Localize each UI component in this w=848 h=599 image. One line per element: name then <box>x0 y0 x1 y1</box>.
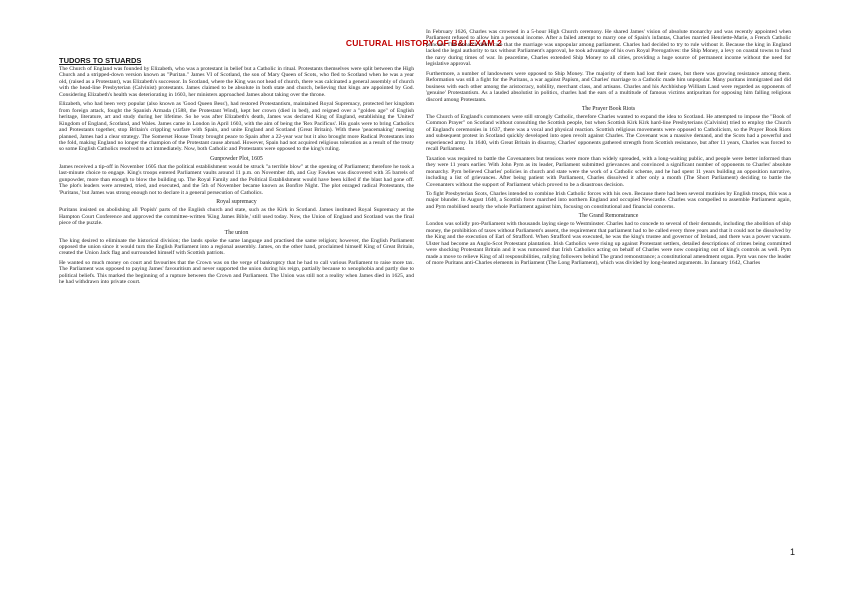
paragraph: In February 1626, Charles was crowned in a 5-hour High Church ceremony. He shared James' vision of absolute monarchy and was recently appointed when Parliament refused to allow him a personal income. After a failed attempt to marry one of Spain's infantas, Charles married Henriette-Marie, a French Catholic princess. The monarch didn't care that the marriage was unpopular among parliament. Charles had decided to try to rule without it. Because the king in England lacked the legal authority to tax without Parliament's approval, he took advantage of his own Royal Prerogatives: the Ship Money, a levy on coastal towns to fund the navy during times of war. In peacetime, Charles extended Ship Money to all cities, providing a huge source of permanent income without the need for legislative approval. <box>426 29 791 68</box>
paragraph: James received a tip-off in November 1605 that the political establishment would be struck "a terrible blow" at the opening of Parliament; therefore he took a last-minute choice to engage. King's troops entered Parliament vaults around 11 p.m. on November 4th, and Guy Fawkes was discovered with 35 barrels of gunpowder, more than enough to blow the building up. The Royal Family and the Political Establishment would have been killed if the blast had gone off. The plot's leaders were arrested, tried, and executed, and the 5th of November became known as Bonfire Night. The plot enraged radical Protestants, the 'Puritans,' but James was strong enough not to declare it a general persecution of Catholics. <box>59 163 414 196</box>
right-column <box>426 29 791 549</box>
left-column <box>59 52 414 557</box>
subheading-grand-remonstrance: The Grand Remonstrance <box>578 213 639 220</box>
subheading-royal-supremacy: Royal supremacy <box>216 199 257 206</box>
subheading-the-union: The union <box>224 229 249 236</box>
paragraph: Puritans insisted on abolishing all 'Popish' parts of the English church and state, such as the Kirk in Scotland. James instituted Royal Supremacy at the Hampton Court Conference and approved the committee-written 'King James Bible,' still used today. Now, the Union of England and Scotland was the final piece of the puzzle. <box>59 207 414 227</box>
paragraph: He wanted so much money on court and favourites that the Crown was on the verge of bankruptcy that he had to call various Parliament to raise more tax. The Parliament was opposed to paying James' favouritism and never supported the union during his reign, partially because to xenophobia and partly due to political beliefs. This marked the beginning of a rupture between the Crown and Parliament. The Union was still not a reality when James died in 1625, and he had withdrawn into private court. <box>59 259 414 286</box>
paragraph: The Church of England was founded by Elizabeth, who was a protestant in belief but a Catholic in ritual. Protestants themselves were split between the High Church and a stripped-down version known as "Puritan." James VI of Scotland, the son of Mary Queen of Scots, who fled to Scotland when he was a year old, (raised as a Protestant), was Elizabeth's successor. In Scotland, where the King was not head of church, there was calcinated a general assembly of church with the head-line Presbyterian (Calvinist) protestants. James claimed to be absolute in both state and church, believing that kings are appointed by God. Considering Elizabeth's health was deteriorating in 1603, her ministers approached James about taking over the throne. <box>59 66 414 98</box>
subheading-prayer-book-riots: The Prayer Book Riots <box>581 105 636 112</box>
document-title: CULTURAL HISTORY OF B&I EXAM 2 <box>345 38 503 48</box>
page-number: 1 <box>789 547 795 557</box>
paragraph: The king desired to eliminate the historical division; the lands spoke the same language and practised the same religion; however, the English Parliament opposed the union since it would turn the English Parliament into a regional assembly. James, on the other hand, proclaimed himself King of Great Britain, created the Union Jack flag and surrounded himself with Scottish patriots. <box>59 237 414 257</box>
paragraph: To fight Presbyterian Scots, Charles intended to combine Irish Catholic forces with his own. Because there had been several mutinies by English troops, this was a major blunder. In August 1640, a Scottish force marched into northern England and occupied Newcastle. Charles was compelled to assemble Parliament again, and Pym mobilised nearly the whole Parliament against him, focusing on constitutional and financial concerns. <box>426 190 791 210</box>
section-heading: TUDORS TO STUARDS <box>59 56 142 65</box>
subheading-gunpowder-plot: Gunpowder Plot, 1605 <box>210 155 263 162</box>
paragraph: Taxation was required to battle the Covenanters but tensions were more than widely spreaded, with a long-waiting public, and people were better informed than they were 11 years earlier. With John Pym as its leader, Parliament submitted grievances and convinced a significant number of opponents to Charles' absolute monarchy. Pym believed Charles' policies in church and state were the work of a Catholic scheme, and he had spent 11 years building an opposition narrative, including a list of grievances. After being patient with Parliament, Charles dissolved it after only a month (The Short Parliament) deciding to battle the Covenanters without the support of Parliament which proved to be a disastrous decision. <box>426 155 791 188</box>
paragraph: Elizabeth, who had been very popular (also known as 'Good Queen Bess'), had restored Protestantism, maintained Royal Supremacy, protected her kingdom from foreign attack, fought the Spanish Armada (1588, the Protestant Wind), kept her crown (died in bed), and reigned over a "golden age" of English heritage, literature, art and study during her lifetime. So he was after Elizabeth's death, James was declared King of England, establishing the 'United' Kingdom of England, Scotland, and Wales. James came in London in April 1603, with the aim of being the 'Rex Pacificus'. His goals were to bring Catholics and Protestants together, stop Britain's crippling warfare with Spain, and unite England and Scotland (Great Britain). With these 'peacemaking' meeting planned, James had a clear strategy. The Somerset House Treaty brought peace to Spain after a 22-year war but it also brought more Radical Protestants into the fold, making England no longer the champion of the Protestant cause abroad. However, Spain had not acquired religious toleration as a result of the treaty so some English Catholics resolved to act immediately. Now, both Catholic and Protestants were opposed to the king's ruling. <box>59 101 414 153</box>
paragraph: The Church of England's commoners were still strongly Catholic, therefore Charles wanted to expand the idea to Scotland. He attempted to impose the "Book of Common Prayer" on Scotland without consulting the Scottish people, but when Scottish Kirk Kirk hard-line Presbyterians (Calvinist) tried to employ the Church of England's ceremonies in 1637, there was a vocal and physical reaction. Scottish religious movements were opposed to Catholicism, so the Prayer Book Riots and subsequent protest in Scotland quickly developed into open revolt against Charles. The Covenant was a massive demand, and the Scots had a powerful and experienced army. In 1640, with Great Britain in disarray, Charles' opponents gathered strength from Scottish resistance, but after 11 years, Charles was forced to recall Parliament. <box>426 113 791 153</box>
paragraph: London was solidly pro-Parliament with thousands laying siege to Westminster. Charles had to concede to several of their demands, including the abolition of ship money, the prohibition of taxes without Parliament's assent, the requirement that parliament had to be called every three years and that it could not be dissolved by the King and the execution of Earl of Strafford. When Strafford was executed, he was the king's trustee and governor of Ireland, and there was a power vacuum. Ulster had become an Anglo-Scot Protestant plantation. Irish Catholics were rising up against Protestant settlers, detailed descriptions of crimes being committed were shocking Protestant Britain and it was rumoured that Irish Catholics acting on behalf of Charles were now conspiring out of king's controls as well. Pym made a move to relieve King of all responsibilities, rallying followers behind The grand remonstrance; a constitutional amendment organ. Pym was now the leader of more Puritans anti-Charles elements in Parliament (The Long Parliament), which was divided by long-heated arguments. In January 1642, Charles <box>426 221 791 267</box>
paragraph: Furthermore, a number of landowners were opposed to Ship Money. The majority of them had lost their cases, but there was growing resistance among them. Reformation was still a fight for the Puritans, a war against Papism, and Charles' marriage to a Catholic made him unpopular. Many puritans immigrated and did business with each other among the aristocracy, nobility, merchant class, and artisans. Charles and his Archbishop William Laud were regarded as opponents of 'genuine' Protestantism. As a lauded absolutist in politics, charles had the ears of a multitude of famous victims antipuritan for opposing him falling religious discord among Protestants. <box>426 70 791 103</box>
